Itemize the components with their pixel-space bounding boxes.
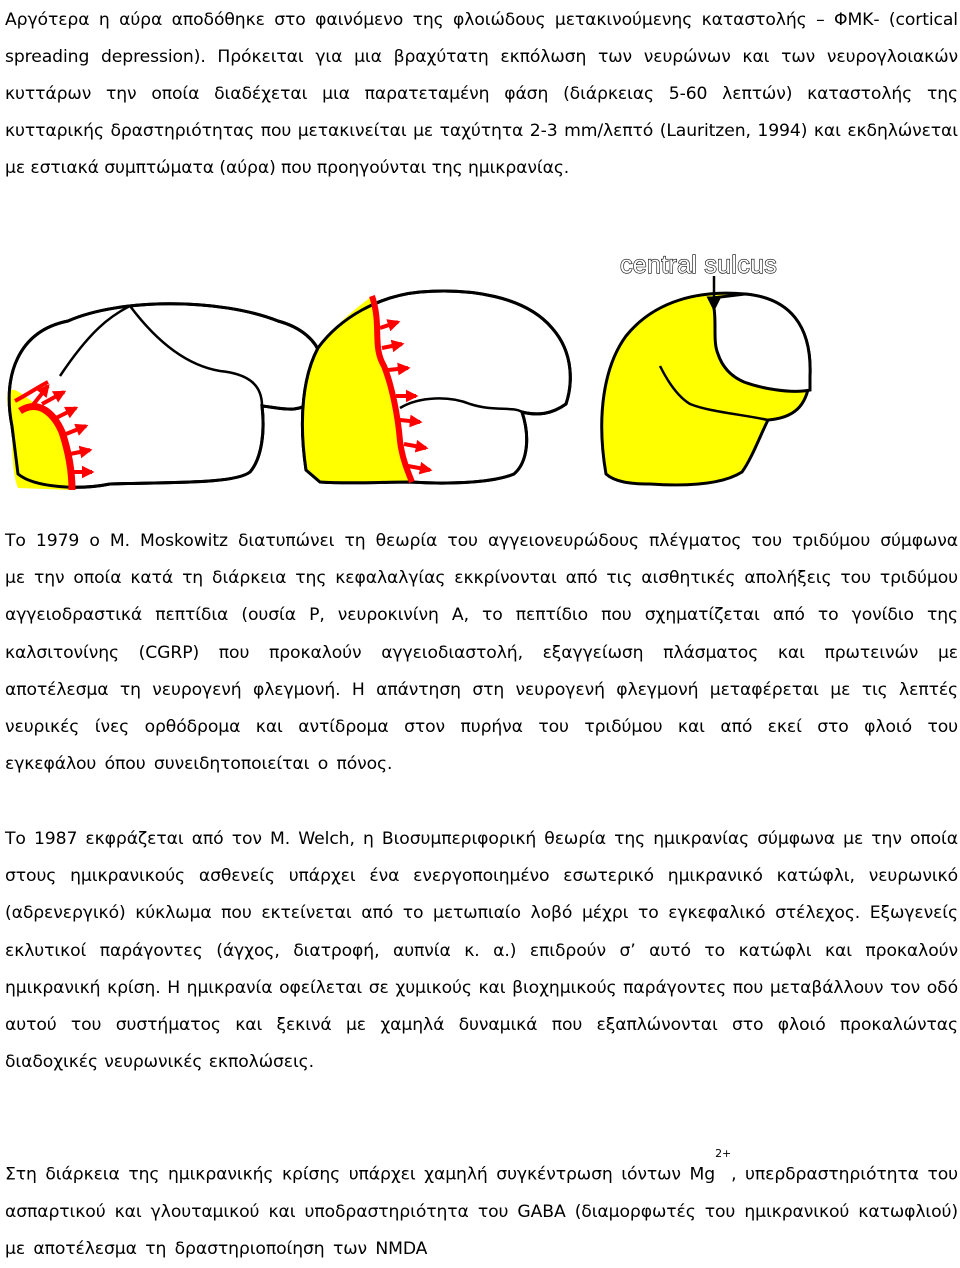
paragraph-moskowitz-theory: Το 1979 ο Μ. Moskowitz διατυπώνει τη θεωρία του αγγειονευρώδους πλέγματος του τριδύμου σύμφωνα με την οποία κατά τη διάρκεια της κεφαλαλγίας εκκρίνονται από τις αισθητικές απολήξεις του τριδύμου αγγειοδραστικά πεπτίδια (ουσία Ρ, νευροκινίνη Α, το πεπτίδιο που σχηματίζεται από το γονίδιο της καλσιτονίνης (CGRP) που προκαλούν αγγειοδιαστολή, εξαγγείωση πλάσματος και πρωτεινών με αποτέλεσμα τη νευρογενή φλεγμονή. Η απάντηση στη νευρογενή φλεγμονή μεταφέρεται με τις λεπτές νευρικές ίνες ορθόδρομα και αντίδρομα στον πυρήνα του τριδύμου και από εκεί στο φλοιό του εγκεφάλου όπου συνειδητοποιείται ο πόνος. xyxy=(5,531,958,775)
magnesium-charge-superscript: 2+ xyxy=(715,1147,732,1160)
paragraph-magnesium-rest: , υπερδραστηριότητα του ασπαρτικού και γλουταμικού και υποδραστηριότητα του GABA (διαμορφωτές του ημικρανικού κατωφλιού) με αποτέλεσμα τη δραστηριοποίηση των NMDA xyxy=(5,1164,958,1260)
brain-early-stage xyxy=(7,304,323,490)
paragraph-welch-theory: Το 1987 εκφράζεται από τον Μ. Welch, η Βιοσυμπεριφορική θεωρία της ημικρανίας σύμφωνα με την οποία στους ημικρανικούς ασθενείς υπάρχει ένα ενεργοποιημένο εσωτερικό ημικρανικό κατώφλι, νευρωνικό (αδρενεργικό) κύκλωμα που εκτείνεται από το μετωπιαίο λοβό μέχρι το εγκεφαλικό στέλεχος. Εξωγενείς εκλυτικοί παράγοντες (άγχος, διατροφή, αυπνία κ. α.) επιδρούν σ’ αυτό το κατώφλι και προκαλούν ημικρανική κρίση. Η ημικρανία οφείλεται σε χυμικούς και βιοχημικούς παράγοντες που μεταβάλλουν τον οδό αυτού του συστήματος και ξεκινά με χαμηλά δυναμικά που εξαπλώνονται στο φλοιό προκαλώντας διαδοχικές νευρωνικές εκπολώσεις. xyxy=(5,829,958,1073)
paragraph-magnesium xyxy=(5,1147,958,1268)
cortical-spreading-figure xyxy=(0,236,812,498)
paragraph-magnesium-start: Στη διάρκεια της ημικρανικής κρίσης υπάρχει χαμηλή συγκέντρωση ιόντων Mg xyxy=(5,1164,716,1185)
paragraph-cortical-spreading-depression: Αργότερα η αύρα αποδόθηκε στο φαινόμενο της φλοιώδους μετακινούμενης καταστολής – ΦΜΚ- (cortical spreading depression). Πρόκειται για μια βραχύτατη εκπόλωση των νευρώνων και των νευρογλοιακών κυττάρων την οποία διαδέχεται μια παρατεταμένη φάση (διάρκειας 5-60 λεπτών) καταστολής της κυτταρικής δραστηριότητας που μετακινείται με ταχύτητα 2-3 mm/λεπτό (Lauritzen, 1994) και εκδηλώνεται με εστιακά συμπτώματα (αύρα) που προηγούνται της ημικρανίας. xyxy=(5,10,958,178)
central-sulcus-label: central sulcus xyxy=(620,251,778,279)
brain-middle-stage xyxy=(302,291,570,483)
brain-late-stage xyxy=(602,251,810,485)
